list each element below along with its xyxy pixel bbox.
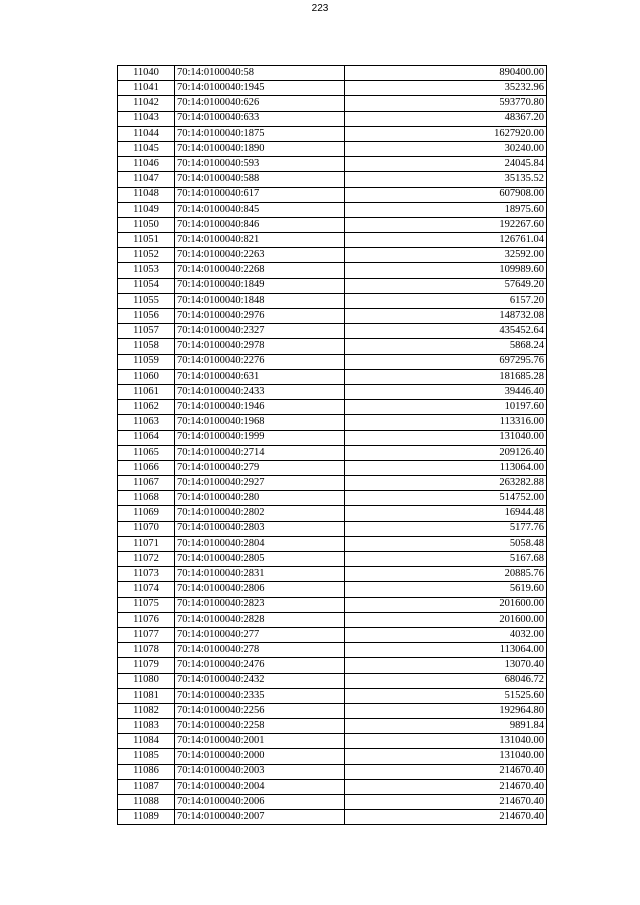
row-number-cell: 11065	[118, 445, 175, 460]
table-body	[118, 66, 547, 825]
cadastral-number-cell: 70:14:0100040:1890	[175, 141, 345, 156]
cadastral-value-cell: 131040.00	[345, 430, 547, 445]
cadastral-value-cell: 214670.40	[345, 764, 547, 779]
table-row	[118, 506, 547, 521]
row-number-cell: 11076	[118, 612, 175, 627]
cadastral-value-cell: 113316.00	[345, 415, 547, 430]
cadastral-number-cell: 70:14:0100040:2004	[175, 779, 345, 794]
cadastral-number-cell: 70:14:0100040:1945	[175, 81, 345, 96]
cadastral-number-cell: 70:14:0100040:821	[175, 233, 345, 248]
table-row	[118, 430, 547, 445]
table-row	[118, 795, 547, 810]
cadastral-number-cell: 70:14:0100040:277	[175, 627, 345, 642]
row-number-cell: 11066	[118, 460, 175, 475]
row-number-cell: 11049	[118, 202, 175, 217]
table-row	[118, 764, 547, 779]
cadastral-value-cell: 35232.96	[345, 81, 547, 96]
cadastral-number-cell: 70:14:0100040:1875	[175, 126, 345, 141]
table-row	[118, 172, 547, 187]
cadastral-number-cell: 70:14:0100040:2256	[175, 703, 345, 718]
cadastral-value-cell: 57649.20	[345, 278, 547, 293]
table-row	[118, 810, 547, 825]
row-number-cell: 11079	[118, 658, 175, 673]
cadastral-number-cell: 70:14:0100040:2007	[175, 810, 345, 825]
cadastral-number-cell: 70:14:0100040:2327	[175, 324, 345, 339]
row-number-cell: 11085	[118, 749, 175, 764]
row-number-cell: 11054	[118, 278, 175, 293]
table-row	[118, 309, 547, 324]
row-number-cell: 11050	[118, 217, 175, 232]
cadastral-value-cell: 192964.80	[345, 703, 547, 718]
row-number-cell: 11060	[118, 369, 175, 384]
table-row	[118, 536, 547, 551]
row-number-cell: 11081	[118, 688, 175, 703]
row-number-cell: 11064	[118, 430, 175, 445]
cadastral-number-cell: 70:14:0100040:2258	[175, 719, 345, 734]
cadastral-number-cell: 70:14:0100040:2831	[175, 567, 345, 582]
cadastral-value-cell: 214670.40	[345, 779, 547, 794]
table-row	[118, 339, 547, 354]
cadastral-number-cell: 70:14:0100040:2006	[175, 795, 345, 810]
row-number-cell: 11048	[118, 187, 175, 202]
cadastral-number-cell: 70:14:0100040:2806	[175, 582, 345, 597]
cadastral-value-cell: 593770.80	[345, 96, 547, 111]
row-number-cell: 11063	[118, 415, 175, 430]
table-row	[118, 627, 547, 642]
cadastral-value-cell: 4032.00	[345, 627, 547, 642]
cadastral-value-cell: 5177.76	[345, 521, 547, 536]
cadastral-number-cell: 70:14:0100040:2432	[175, 673, 345, 688]
table-row	[118, 369, 547, 384]
table-row	[118, 552, 547, 567]
cadastral-value-cell: 131040.00	[345, 749, 547, 764]
row-number-cell: 11082	[118, 703, 175, 718]
table-row	[118, 111, 547, 126]
row-number-cell: 11041	[118, 81, 175, 96]
table-row	[118, 263, 547, 278]
table-row	[118, 217, 547, 232]
cadastral-value-cell: 109989.60	[345, 263, 547, 278]
cadastral-value-table	[117, 65, 547, 825]
cadastral-value-cell: 24045.84	[345, 157, 547, 172]
cadastral-value-cell: 214670.40	[345, 795, 547, 810]
row-number-cell: 11055	[118, 293, 175, 308]
cadastral-number-cell: 70:14:0100040:1849	[175, 278, 345, 293]
row-number-cell: 11043	[118, 111, 175, 126]
cadastral-number-cell: 70:14:0100040:846	[175, 217, 345, 232]
cadastral-number-cell: 70:14:0100040:617	[175, 187, 345, 202]
cadastral-value-cell: 68046.72	[345, 673, 547, 688]
cadastral-value-cell: 51525.60	[345, 688, 547, 703]
cadastral-number-cell: 70:14:0100040:2263	[175, 248, 345, 263]
cadastral-value-cell: 514752.00	[345, 491, 547, 506]
table-row	[118, 688, 547, 703]
table-row	[118, 521, 547, 536]
table-row	[118, 278, 547, 293]
cadastral-number-cell: 70:14:0100040:633	[175, 111, 345, 126]
row-number-cell: 11061	[118, 384, 175, 399]
table-row	[118, 415, 547, 430]
cadastral-value-cell: 131040.00	[345, 734, 547, 749]
cadastral-value-cell: 214670.40	[345, 810, 547, 825]
cadastral-value-cell: 201600.00	[345, 612, 547, 627]
row-number-cell: 11067	[118, 476, 175, 491]
cadastral-value-cell: 209126.40	[345, 445, 547, 460]
cadastral-value-cell: 9891.84	[345, 719, 547, 734]
row-number-cell: 11074	[118, 582, 175, 597]
cadastral-number-cell: 70:14:0100040:2335	[175, 688, 345, 703]
cadastral-number-cell: 70:14:0100040:2276	[175, 354, 345, 369]
cadastral-number-cell: 70:14:0100040:2433	[175, 384, 345, 399]
table-row	[118, 597, 547, 612]
table-row	[118, 126, 547, 141]
table-row	[118, 233, 547, 248]
cadastral-value-cell: 113064.00	[345, 460, 547, 475]
cadastral-number-cell: 70:14:0100040:2805	[175, 552, 345, 567]
table-row	[118, 354, 547, 369]
table-row	[118, 384, 547, 399]
cadastral-number-cell: 70:14:0100040:2823	[175, 597, 345, 612]
cadastral-number-cell: 70:14:0100040:845	[175, 202, 345, 217]
cadastral-value-cell: 39446.40	[345, 384, 547, 399]
cadastral-number-cell: 70:14:0100040:631	[175, 369, 345, 384]
table-row	[118, 582, 547, 597]
cadastral-value-cell: 890400.00	[345, 66, 547, 81]
cadastral-number-cell: 70:14:0100040:2003	[175, 764, 345, 779]
table-row	[118, 734, 547, 749]
cadastral-number-cell: 70:14:0100040:1946	[175, 400, 345, 415]
table-row	[118, 658, 547, 673]
cadastral-number-cell: 70:14:0100040:2268	[175, 263, 345, 278]
table-row	[118, 779, 547, 794]
table-row	[118, 749, 547, 764]
cadastral-value-cell: 607908.00	[345, 187, 547, 202]
cadastral-value-cell: 20885.76	[345, 567, 547, 582]
cadastral-value-cell: 5619.60	[345, 582, 547, 597]
cadastral-value-cell: 148732.08	[345, 309, 547, 324]
row-number-cell: 11057	[118, 324, 175, 339]
cadastral-number-cell: 70:14:0100040:58	[175, 66, 345, 81]
table-row	[118, 157, 547, 172]
table-row	[118, 567, 547, 582]
cadastral-value-cell: 435452.64	[345, 324, 547, 339]
cadastral-value-cell: 16944.48	[345, 506, 547, 521]
row-number-cell: 11071	[118, 536, 175, 551]
table-row	[118, 612, 547, 627]
row-number-cell: 11089	[118, 810, 175, 825]
row-number-cell: 11069	[118, 506, 175, 521]
cadastral-number-cell: 70:14:0100040:2927	[175, 476, 345, 491]
cadastral-number-cell: 70:14:0100040:2976	[175, 309, 345, 324]
cadastral-number-cell: 70:14:0100040:593	[175, 157, 345, 172]
row-number-cell: 11083	[118, 719, 175, 734]
cadastral-value-cell: 126761.04	[345, 233, 547, 248]
cadastral-value-cell: 35135.52	[345, 172, 547, 187]
table-row	[118, 202, 547, 217]
cadastral-value-cell: 1627920.00	[345, 126, 547, 141]
row-number-cell: 11073	[118, 567, 175, 582]
cadastral-value-cell: 48367.20	[345, 111, 547, 126]
row-number-cell: 11077	[118, 627, 175, 642]
table-row	[118, 81, 547, 96]
cadastral-number-cell: 70:14:0100040:278	[175, 643, 345, 658]
cadastral-number-cell: 70:14:0100040:588	[175, 172, 345, 187]
row-number-cell: 11045	[118, 141, 175, 156]
cadastral-value-cell: 6157.20	[345, 293, 547, 308]
cadastral-value-cell: 5167.68	[345, 552, 547, 567]
row-number-cell: 11087	[118, 779, 175, 794]
table-row	[118, 445, 547, 460]
row-number-cell: 11040	[118, 66, 175, 81]
table-row	[118, 96, 547, 111]
table-row	[118, 400, 547, 415]
table-row	[118, 476, 547, 491]
cadastral-number-cell: 70:14:0100040:2804	[175, 536, 345, 551]
row-number-cell: 11046	[118, 157, 175, 172]
row-number-cell: 11084	[118, 734, 175, 749]
cadastral-number-cell: 70:14:0100040:2001	[175, 734, 345, 749]
row-number-cell: 11047	[118, 172, 175, 187]
row-number-cell: 11059	[118, 354, 175, 369]
table-row	[118, 491, 547, 506]
row-number-cell: 11086	[118, 764, 175, 779]
row-number-cell: 11068	[118, 491, 175, 506]
table-row	[118, 141, 547, 156]
row-number-cell: 11051	[118, 233, 175, 248]
cadastral-value-cell: 5868.24	[345, 339, 547, 354]
row-number-cell: 11042	[118, 96, 175, 111]
cadastral-number-cell: 70:14:0100040:2476	[175, 658, 345, 673]
cadastral-value-cell: 13070.40	[345, 658, 547, 673]
cadastral-number-cell: 70:14:0100040:1968	[175, 415, 345, 430]
table-row	[118, 187, 547, 202]
cadastral-number-cell: 70:14:0100040:2828	[175, 612, 345, 627]
cadastral-value-cell: 32592.00	[345, 248, 547, 263]
cadastral-number-cell: 70:14:0100040:626	[175, 96, 345, 111]
cadastral-value-cell: 697295.76	[345, 354, 547, 369]
table-row	[118, 248, 547, 263]
row-number-cell: 11053	[118, 263, 175, 278]
cadastral-number-cell: 70:14:0100040:2978	[175, 339, 345, 354]
cadastral-value-cell: 192267.60	[345, 217, 547, 232]
row-number-cell: 11088	[118, 795, 175, 810]
table-row	[118, 703, 547, 718]
table-row	[118, 673, 547, 688]
cadastral-number-cell: 70:14:0100040:279	[175, 460, 345, 475]
row-number-cell: 11044	[118, 126, 175, 141]
cadastral-value-cell: 5058.48	[345, 536, 547, 551]
cadastral-value-cell: 263282.88	[345, 476, 547, 491]
row-number-cell: 11070	[118, 521, 175, 536]
table-row	[118, 460, 547, 475]
row-number-cell: 11052	[118, 248, 175, 263]
page-number: 223	[311, 3, 329, 14]
row-number-cell: 11080	[118, 673, 175, 688]
row-number-cell: 11062	[118, 400, 175, 415]
row-number-cell: 11075	[118, 597, 175, 612]
cadastral-number-cell: 70:14:0100040:2803	[175, 521, 345, 536]
table-row	[118, 719, 547, 734]
cadastral-number-cell: 70:14:0100040:2802	[175, 506, 345, 521]
cadastral-value-cell: 113064.00	[345, 643, 547, 658]
cadastral-number-cell: 70:14:0100040:280	[175, 491, 345, 506]
cadastral-number-cell: 70:14:0100040:1999	[175, 430, 345, 445]
table-row	[118, 324, 547, 339]
table-row	[118, 66, 547, 81]
row-number-cell: 11058	[118, 339, 175, 354]
cadastral-value-cell: 30240.00	[345, 141, 547, 156]
row-number-cell: 11056	[118, 309, 175, 324]
cadastral-value-cell: 18975.60	[345, 202, 547, 217]
row-number-cell: 11078	[118, 643, 175, 658]
cadastral-value-cell: 201600.00	[345, 597, 547, 612]
cadastral-number-cell: 70:14:0100040:1848	[175, 293, 345, 308]
cadastral-number-cell: 70:14:0100040:2714	[175, 445, 345, 460]
table-row	[118, 293, 547, 308]
cadastral-number-cell: 70:14:0100040:2000	[175, 749, 345, 764]
table-row	[118, 643, 547, 658]
cadastral-value-cell: 10197.60	[345, 400, 547, 415]
row-number-cell: 11072	[118, 552, 175, 567]
cadastral-value-cell: 181685.28	[345, 369, 547, 384]
